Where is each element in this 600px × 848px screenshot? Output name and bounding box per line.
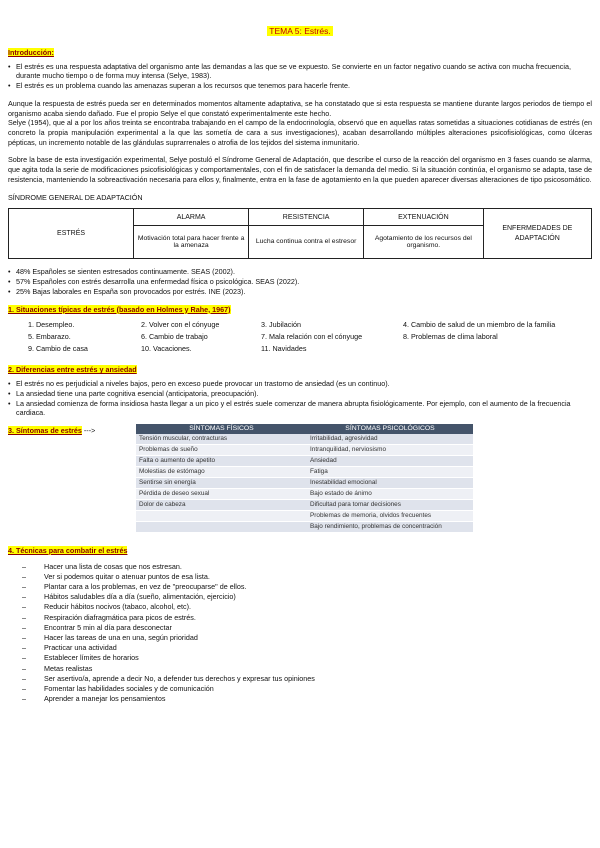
table-row: Sentirse sin energía Inestabilidad emocional <box>136 477 473 488</box>
sga-phase-alarma: ALARMA <box>134 209 249 226</box>
situation-item: 10. Vacaciones. <box>141 343 192 353</box>
list-item: – Plantar cara a los problemas, en vez de "preocuparse" de ellos. <box>8 582 592 592</box>
list-item: • El estrés es una respuesta adaptativa del organismo ante las demandas a las que se ve expuesto. Se convierte en un factor negativo cuando se activa con mucha frecuencia, durante mucho tiempo o de forma muy intensa (Selye, 1983). <box>8 62 592 81</box>
list-item: – Hacer una lista de cosas que nos estresan. <box>8 562 592 572</box>
situations-grid <box>8 320 592 353</box>
situation-item: 5. Embarazo. <box>28 331 71 341</box>
anxiety-heading: 2. Diferencias entre estrés y ansiedad <box>8 365 137 375</box>
symptoms-section <box>8 424 592 534</box>
intro-paragraph-3: Sobre la base de esta investigación experimental, Selye postuló el Síndrome General de Adaptación, que describe el curso de la reacción del organismo en 3 fases cuando se alarma, que agita toda la serie de modificaciones psicofisiológicas y comportamentales, con el fin de satisfacer la demanda del medio. Si la situación continúa, el organismo se adapta, tase de resistencia, manteniendo la sobreactivación necesaria para ellos y, finalmente, entra en la fase de agotamiento en la que pueden aparecer diversas alteraciones de tipo psicosomático. <box>8 155 592 184</box>
list-item: – Establecer límites de horarios <box>8 653 592 663</box>
sga-table <box>8 208 592 259</box>
sga-estres-cell: ESTRÉS <box>9 209 134 259</box>
list-item: – Respiración diafragmática para picos de estrés. <box>8 613 592 623</box>
list-item: • 25% Bajas laborales en España son provocados por estrés. INE (2023). <box>8 287 592 297</box>
techniques-heading: 4. Técnicas para combatir el estrés <box>8 545 128 555</box>
list-item: – Metas realistas <box>8 664 592 674</box>
symptoms-table <box>136 424 473 533</box>
situation-item: 11. Navidades <box>261 343 307 353</box>
symptoms-heading-row <box>8 426 95 436</box>
sga-diseases-cell: ENFERMEDADES DE ADAPTACIÓN <box>483 209 591 259</box>
situations-heading: 1. Situaciones típicas de estrés (basado en Holmes y Rahe, 1967) <box>8 304 231 314</box>
table-row: Pérdida de deseo sexual Bajo estado de ánimo <box>136 488 473 499</box>
list-item: – Hábitos saludables día a día (sueño, alimentación, ejercicio) <box>8 592 592 602</box>
intro-bullets <box>8 62 592 91</box>
table-row: Dolor de cabeza Dificultad para tomar decisiones <box>136 499 473 510</box>
situation-item: 4. Cambio de salud de un miembro de la familia <box>403 320 556 330</box>
situation-item: 2. Volver con el cónyuge <box>141 320 220 330</box>
list-item: – Fomentar las habilidades sociales y de comunicación <box>8 684 592 694</box>
situation-item: 3. Jubilación <box>261 320 301 330</box>
list-item: – Aprender a manejar los pensamientos <box>8 694 592 704</box>
situation-item: 8. Problemas de clima laboral <box>403 331 498 341</box>
list-item: – Ser asertivo/a, aprende a decir No, a defender tus derechos y expresar tus opiniones <box>8 674 592 684</box>
intro-heading: Introducción: <box>8 48 54 57</box>
stats-list <box>8 267 592 296</box>
table-row: Molestias de estómago Fatiga <box>136 466 473 477</box>
sga-desc-alarma: Motivación total para hacer frente a la amenaza <box>134 226 249 259</box>
symptoms-heading: 3. Síntomas de estrés <box>8 425 82 435</box>
situation-item: 9. Cambio de casa <box>28 343 88 353</box>
sga-desc-extenuacion: Agotamiento de los recursos del organismo. <box>364 226 484 259</box>
col-physical-header: SÍNTOMAS FÍSICOS <box>136 424 307 434</box>
list-item: • 57% Españoles con estrés desarrolla una enfermedad física o psicológica. SEAS (2022). <box>8 277 592 287</box>
sga-phase-extenuacion: EXTENUACIÓN <box>364 209 484 226</box>
anxiety-bullets <box>8 379 592 418</box>
list-item: • El estrés no es perjudicial a niveles bajos, pero en exceso puede provocar un trastorno de ansiedad (es un continuo). <box>8 379 592 389</box>
col-psych-header: SÍNTOMAS PSICOLÓGICOS <box>307 424 473 434</box>
list-item: • El estrés es un problema cuando las amenazas superan a los recursos que tenemos para hacerle frente. <box>8 81 592 91</box>
list-item: – Practicar una actividad <box>8 643 592 653</box>
list-item: • 48% Españoles se sienten estresados continuamente. SEAS (2002). <box>8 267 592 277</box>
techniques-list <box>8 562 592 705</box>
list-item: – Encontrar 5 min al día para desconectar <box>8 623 592 633</box>
table-row: Problemas de sueño Intranquilidad, nerviosismo <box>136 444 473 455</box>
situation-item: 7. Mala relación con el cónyuge <box>261 331 363 341</box>
intro-paragraph-2: Selye (1954), que al a por los años treinta se encontraba trabajando en el campo de la endocrinología, observó que en aquellas ratas sometidas a situaciones cotidianas de estrés (en concreto la propia manipulación experimental a la que las sometía de cara a sus investigaciones), acaban desarrollando múltiples alteraciones psicofisiológicas, como úlceras pépticas, un incremento notable de las glándulas suprarrenales o atrofia de los tejidos del sistema inmunitario. <box>8 118 592 147</box>
table-row: Tensión muscular, contracturas Irritabilidad, agresividad <box>136 434 473 445</box>
sga-heading: SÍNDROME GENERAL DE ADAPTACIÓN <box>8 192 143 202</box>
list-item: – Hacer las tareas de una en una, según prioridad <box>8 633 592 643</box>
list-item: – Reducir hábitos nocivos (tabaco, alcohol, etc). <box>8 602 592 612</box>
sga-desc-resistencia: Lucha continua contra el estresor <box>249 226 364 259</box>
situation-item <box>403 344 600 354</box>
table-row: Falta o aumento de apetito Ansiedad <box>136 455 473 466</box>
situation-item: 1. Desempleo. <box>28 320 75 330</box>
list-item: • La ansiedad tiene una parte cognitiva esencial (anticipatoria, preocupación). <box>8 389 592 399</box>
list-item: • La ansiedad comienza de forma insidiosa hasta llegar a un pico y el estrés suele comenzar de manera abrupta fisiológicamente. Por ejemplo, con el aumento de la frecuencia cardiaca. <box>8 399 592 418</box>
page-title: TEMA 5: Estrés. <box>269 26 331 36</box>
situation-item: 6. Cambio de trabajo <box>141 331 208 341</box>
table-row: Bajo rendimiento, problemas de concentración <box>136 521 473 532</box>
table-row: Problemas de memoria, olvidos frecuentes <box>136 510 473 521</box>
title-row <box>8 0 592 40</box>
sga-phase-resistencia: RESISTENCIA <box>249 209 364 226</box>
intro-paragraph-1: Aunque la respuesta de estrés pueda ser en determinados momentos altamente adaptativa, se ha constatado que si esta respuesta se mantiene durante largos periodos de tiempo el organismo acaba siendo dañado. Fue el propio Selye el que constató experimentalmente este hecho. <box>8 98 592 118</box>
arrow-text: ---> <box>83 425 96 435</box>
list-item: – Ver si podemos quitar o atenuar puntos de esa lista. <box>8 572 592 582</box>
